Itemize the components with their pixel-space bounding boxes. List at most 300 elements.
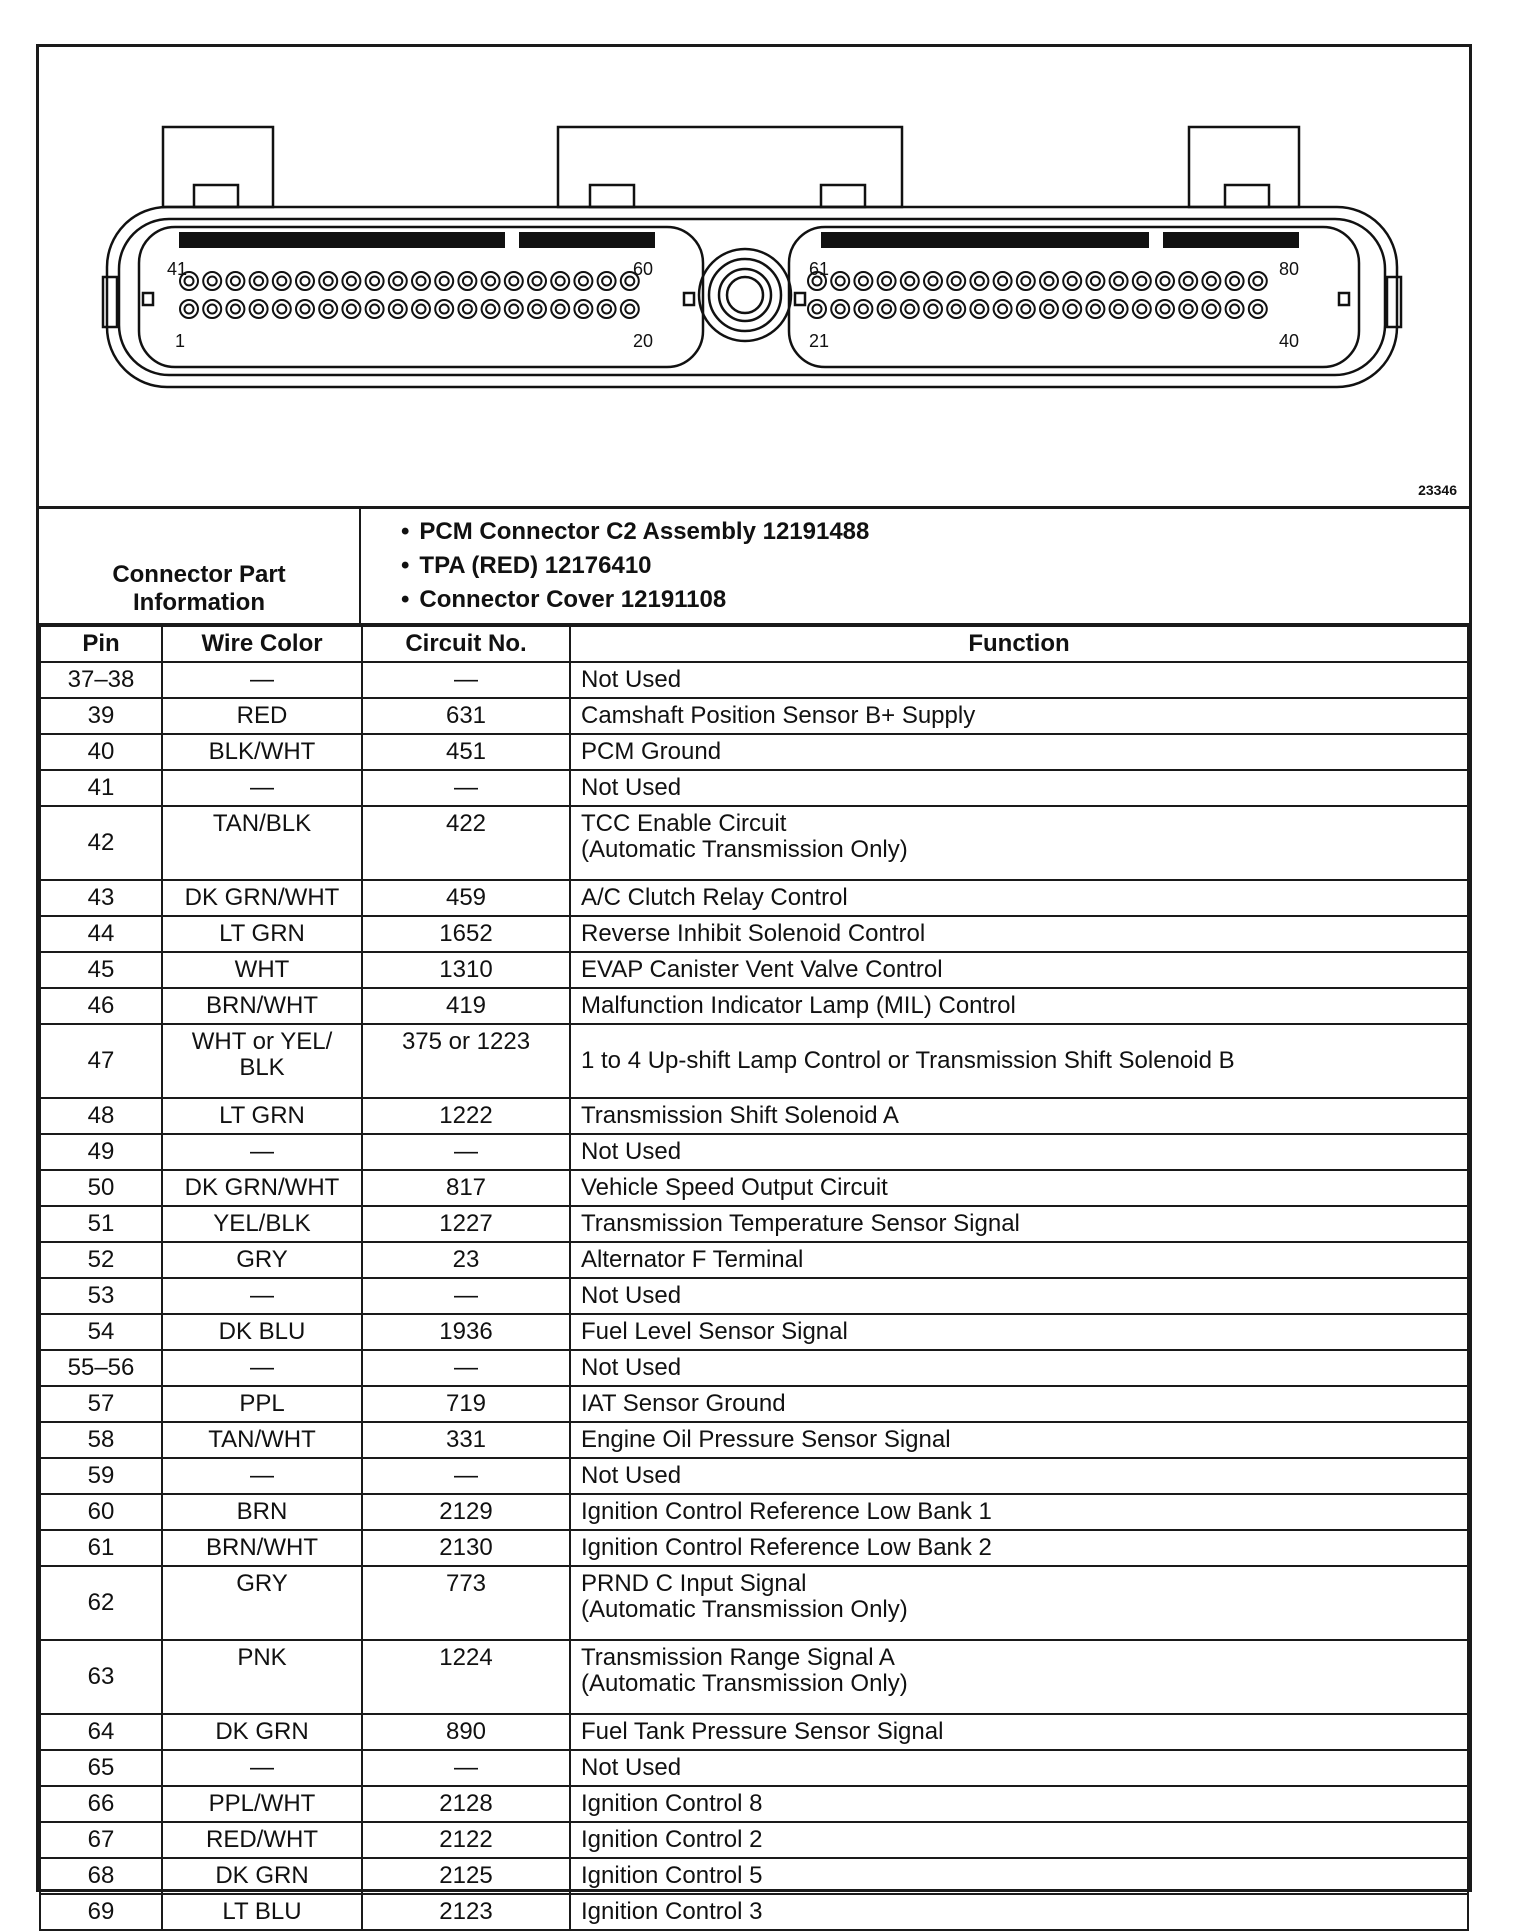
function-cell: Not Used (570, 1278, 1468, 1314)
circuit-cell: 817 (362, 1170, 570, 1206)
circuit-cell: 23 (362, 1242, 570, 1278)
connector-pin (1017, 300, 1035, 318)
document-sheet (36, 44, 1472, 1925)
circuit-cell: 1310 (362, 952, 570, 988)
connector-pin (342, 272, 360, 290)
connector-pin-center (393, 305, 402, 314)
function-cell: Transmission Shift Solenoid A (570, 1098, 1468, 1134)
circuit-cell: — (362, 1750, 570, 1786)
connector-pin-center (1161, 305, 1170, 314)
connector-pin-center (509, 305, 518, 314)
connector-pin (970, 272, 988, 290)
table-row (40, 1530, 1468, 1566)
function-cell: 1 to 4 Up-shift Lamp Control or Transmission Shift Solenoid B (570, 1024, 1468, 1098)
connector-pin (226, 300, 244, 318)
circuit-cell: 451 (362, 734, 570, 770)
connector-pin-center (440, 277, 449, 286)
connector-pin (1202, 272, 1220, 290)
connector-pin-center (254, 305, 263, 314)
connector-pin-center (324, 277, 333, 286)
table-row (40, 698, 1468, 734)
function-cell: Fuel Level Sensor Signal (570, 1314, 1468, 1350)
connector-pin (574, 300, 592, 318)
connector-pin (901, 272, 919, 290)
connector-pin (1040, 300, 1058, 318)
connector-pin-center (486, 305, 495, 314)
connector-diagram (39, 47, 1469, 507)
connector-part-information (39, 509, 1469, 625)
wire-color-cell: RED (162, 698, 362, 734)
connector-pin (435, 272, 453, 290)
pin-cell: 54 (40, 1314, 162, 1350)
connector-pin (947, 300, 965, 318)
connector-pin (551, 272, 569, 290)
function-cell: Fuel Tank Pressure Sensor Signal (570, 1714, 1468, 1750)
connector-pin-center (533, 277, 542, 286)
connector-pin (994, 272, 1012, 290)
function-cell: Not Used (570, 1750, 1468, 1786)
connector-pin-center (208, 305, 217, 314)
wire-color-cell: LT GRN (162, 916, 362, 952)
circuit-cell: 331 (362, 1422, 570, 1458)
circuit-cell: 2128 (362, 1786, 570, 1822)
table-row (40, 1822, 1468, 1858)
connector-pin-center (975, 277, 984, 286)
connector-pin-center (1253, 277, 1262, 286)
connector-pin-center (301, 277, 310, 286)
connector-pin (924, 272, 942, 290)
wire-color-cell: DK GRN (162, 1858, 362, 1894)
table-row (40, 1750, 1468, 1786)
circuit-cell: 631 (362, 698, 570, 734)
connector-pin-center (813, 305, 822, 314)
circuit-cell: 1222 (362, 1098, 570, 1134)
connector-pin (598, 272, 616, 290)
table-row (40, 916, 1468, 952)
connector-pin-center (486, 277, 495, 286)
connector-pin-center (1045, 277, 1054, 286)
connector-pin (574, 272, 592, 290)
connector-pin-center (929, 305, 938, 314)
wire-color-cell: — (162, 1134, 362, 1170)
wire-color-cell: GRY (162, 1242, 362, 1278)
circuit-cell: 1936 (362, 1314, 570, 1350)
pin-label-41: 41 (167, 259, 188, 279)
function-cell: Transmission Range Signal A (Automatic Transmission Only) (570, 1640, 1468, 1714)
connector-pin-center (1068, 277, 1077, 286)
connector-pin-center (463, 277, 472, 286)
connector-pin-center (185, 305, 194, 314)
connector-pin (1086, 272, 1104, 290)
pin-cell: 43 (40, 880, 162, 916)
connector-pin (1156, 300, 1174, 318)
function-cell: Alternator F Terminal (570, 1242, 1468, 1278)
wire-color-cell: DK GRN (162, 1714, 362, 1750)
wire-color-cell: BRN/WHT (162, 1530, 362, 1566)
connector-pin (831, 300, 849, 318)
function-cell: Malfunction Indicator Lamp (MIL) Control (570, 988, 1468, 1024)
connector-pin-center (509, 277, 518, 286)
table-row (40, 770, 1468, 806)
pin-cell: 55–56 (40, 1350, 162, 1386)
connector-pin (1086, 300, 1104, 318)
header-pin: Pin (40, 626, 162, 662)
table-row (40, 988, 1468, 1024)
connector-pin (458, 272, 476, 290)
part-item: • Connector Cover 12191108 (401, 583, 1469, 617)
connector-pin-center (1091, 305, 1100, 314)
connector-pin-center (301, 305, 310, 314)
info-label: Connector Part Information (39, 509, 361, 623)
connector-pin (296, 272, 314, 290)
connector-pin-center (1137, 305, 1146, 314)
pin-label-21: 21 (809, 331, 830, 351)
connector-pin (1249, 272, 1267, 290)
connector-pin-center (625, 305, 634, 314)
pin-label-20: 20 (633, 331, 654, 351)
connector-pin (528, 300, 546, 318)
circuit-cell: 422 (362, 806, 570, 880)
pin-cell: 66 (40, 1786, 162, 1822)
function-cell: Not Used (570, 1458, 1468, 1494)
pin-cell: 53 (40, 1278, 162, 1314)
connector-pin (551, 300, 569, 318)
table-row (40, 1566, 1468, 1640)
connector-pin-center (417, 305, 426, 314)
connector-pin-center (905, 305, 914, 314)
table-row (40, 1858, 1468, 1894)
connector-pin (1110, 300, 1128, 318)
connector-pin-center (602, 305, 611, 314)
pin-cell: 41 (40, 770, 162, 806)
pin-cell: 69 (40, 1894, 162, 1930)
function-cell: PCM Ground (570, 734, 1468, 770)
connector-pin-center (556, 277, 565, 286)
function-cell: Ignition Control 5 (570, 1858, 1468, 1894)
connector-pin (831, 272, 849, 290)
connector-pin-center (277, 305, 286, 314)
connector-pin (598, 300, 616, 318)
function-cell: Engine Oil Pressure Sensor Signal (570, 1422, 1468, 1458)
table-row (40, 662, 1468, 698)
header-function: Function (570, 626, 1468, 662)
pin-cell: 58 (40, 1422, 162, 1458)
connector-pin-center (208, 277, 217, 286)
table-row (40, 1278, 1468, 1314)
circuit-cell: 1652 (362, 916, 570, 952)
connector-pin-center (1114, 305, 1123, 314)
table-row (40, 1714, 1468, 1750)
connector-pin (621, 300, 639, 318)
circuit-cell: — (362, 662, 570, 698)
circuit-cell: 2122 (362, 1822, 570, 1858)
pin-cell: 50 (40, 1170, 162, 1206)
wire-color-cell: PNK (162, 1640, 362, 1714)
connector-pin (1226, 272, 1244, 290)
wire-color-cell: BRN (162, 1494, 362, 1530)
circuit-cell: 890 (362, 1714, 570, 1750)
pin-cell: 67 (40, 1822, 162, 1858)
connector-pin (1133, 300, 1151, 318)
wire-color-cell: TAN/WHT (162, 1422, 362, 1458)
table-row (40, 1640, 1468, 1714)
table-row (40, 1242, 1468, 1278)
circuit-cell: 2125 (362, 1858, 570, 1894)
circuit-cell: — (362, 1350, 570, 1386)
connector-pin (1017, 272, 1035, 290)
connector-pin-center (231, 277, 240, 286)
wire-color-cell: RED/WHT (162, 1822, 362, 1858)
function-cell: Not Used (570, 1350, 1468, 1386)
function-cell: Not Used (570, 662, 1468, 698)
table-row (40, 952, 1468, 988)
wire-color-cell: — (162, 1750, 362, 1786)
connector-pin-center (347, 305, 356, 314)
connector-pin (947, 272, 965, 290)
pin-cell: 49 (40, 1134, 162, 1170)
connector-pin-center (579, 277, 588, 286)
connector-pin (296, 300, 314, 318)
function-cell: PRND C Input Signal (Automatic Transmission Only) (570, 1566, 1468, 1640)
connector-pin (994, 300, 1012, 318)
table-row (40, 1098, 1468, 1134)
connector-pin-center (393, 277, 402, 286)
table-row (40, 806, 1468, 880)
pin-cell: 52 (40, 1242, 162, 1278)
connector-pin (458, 300, 476, 318)
wire-color-cell: — (162, 1458, 362, 1494)
connector-pin-center (929, 277, 938, 286)
connector-pin-center (859, 305, 868, 314)
pinout-table (39, 625, 1469, 1931)
connector-pin (1110, 272, 1128, 290)
part-list (361, 515, 1469, 617)
table-row (40, 1134, 1468, 1170)
connector-pin-center (905, 277, 914, 286)
circuit-cell: 459 (362, 880, 570, 916)
pin-cell: 51 (40, 1206, 162, 1242)
function-cell: Transmission Temperature Sensor Signal (570, 1206, 1468, 1242)
connector-pin (342, 300, 360, 318)
connector-pin (970, 300, 988, 318)
connector-pin (412, 300, 430, 318)
table-row (40, 880, 1468, 916)
function-cell: Ignition Control Reference Low Bank 2 (570, 1530, 1468, 1566)
pin-cell: 63 (40, 1640, 162, 1714)
table-row (40, 1206, 1468, 1242)
pin-cell: 60 (40, 1494, 162, 1530)
connector-pin (389, 300, 407, 318)
connector-pin-center (1184, 277, 1193, 286)
wire-color-cell: WHT or YEL/ BLK (162, 1024, 362, 1098)
connector-pin (273, 300, 291, 318)
connector-pin-center (370, 305, 379, 314)
header-circuit-no: Circuit No. (362, 626, 570, 662)
circuit-cell: — (362, 770, 570, 806)
function-cell: Camshaft Position Sensor B+ Supply (570, 698, 1468, 734)
function-cell: Ignition Control 8 (570, 1786, 1468, 1822)
connector-pin-center (533, 305, 542, 314)
connector-pin-center (324, 305, 333, 314)
circuit-cell: 2123 (362, 1894, 570, 1930)
connector-pin (1063, 300, 1081, 318)
table-row (40, 1494, 1468, 1530)
circuit-cell: 719 (362, 1386, 570, 1422)
function-cell: A/C Clutch Relay Control (570, 880, 1468, 916)
connector-pin-center (440, 305, 449, 314)
wire-color-cell: GRY (162, 1566, 362, 1640)
connector-pin (1179, 300, 1197, 318)
connector-pin (1179, 272, 1197, 290)
pin-cell: 59 (40, 1458, 162, 1494)
function-cell: Ignition Control 3 (570, 1894, 1468, 1930)
connector-figure (39, 47, 1469, 509)
pin-label-1: 1 (175, 331, 186, 351)
pin-cell: 68 (40, 1858, 162, 1894)
figure-number: 23346 (1418, 482, 1457, 498)
pin-cell: 44 (40, 916, 162, 952)
connector-pin-center (975, 305, 984, 314)
connector-pin (1040, 272, 1058, 290)
connector-pin (1156, 272, 1174, 290)
connector-pin (226, 272, 244, 290)
function-cell: Vehicle Speed Output Circuit (570, 1170, 1468, 1206)
table-row (40, 1458, 1468, 1494)
table-row (40, 1894, 1468, 1930)
circuit-cell: — (362, 1458, 570, 1494)
connector-pin (180, 300, 198, 318)
connector-pin-center (1184, 305, 1193, 314)
pin-cell: 37–38 (40, 662, 162, 698)
connector-pin-center (417, 277, 426, 286)
table-row (40, 1350, 1468, 1386)
wire-color-cell: — (162, 1350, 362, 1386)
circuit-cell: 2129 (362, 1494, 570, 1530)
connector-pin-center (1091, 277, 1100, 286)
connector-pin (203, 272, 221, 290)
connector-pin-center (602, 277, 611, 286)
table-row (40, 1314, 1468, 1350)
header-wire-color: Wire Color (162, 626, 362, 662)
wire-color-cell: TAN/BLK (162, 806, 362, 880)
table-row (40, 1386, 1468, 1422)
connector-pin-center (836, 305, 845, 314)
connector-pin-center (370, 277, 379, 286)
wire-color-cell: PPL/WHT (162, 1786, 362, 1822)
pin-label-61: 61 (809, 259, 830, 279)
connector-pin (1063, 272, 1081, 290)
table-row (40, 1422, 1468, 1458)
function-cell: Ignition Control Reference Low Bank 1 (570, 1494, 1468, 1530)
function-cell: IAT Sensor Ground (570, 1386, 1468, 1422)
wire-color-cell: — (162, 662, 362, 698)
connector-pin-center (1021, 305, 1030, 314)
connector-pin-center (347, 277, 356, 286)
pin-cell: 42 (40, 806, 162, 880)
circuit-cell: 1227 (362, 1206, 570, 1242)
function-cell: TCC Enable Circuit (Automatic Transmission Only) (570, 806, 1468, 880)
pin-cell: 46 (40, 988, 162, 1024)
part-item: • TPA (RED) 12176410 (401, 549, 1469, 583)
function-cell: Not Used (570, 1134, 1468, 1170)
circuit-cell: 773 (362, 1566, 570, 1640)
connector-pin (250, 300, 268, 318)
connector-pin-center (1207, 305, 1216, 314)
table-header (40, 626, 1468, 662)
connector-pin (924, 300, 942, 318)
pin-cell: 40 (40, 734, 162, 770)
table-row (40, 1170, 1468, 1206)
connector-pin (901, 300, 919, 318)
wire-color-cell: — (162, 1278, 362, 1314)
wire-color-cell: BLK/WHT (162, 734, 362, 770)
connector-pin (319, 300, 337, 318)
connector-pin-center (836, 277, 845, 286)
wire-color-cell: DK BLU (162, 1314, 362, 1350)
connector-pin-center (1230, 305, 1239, 314)
connector-pin-center (882, 277, 891, 286)
pin-cell: 61 (40, 1530, 162, 1566)
connector-pin-center (463, 305, 472, 314)
circuit-cell: 1224 (362, 1640, 570, 1714)
connector-pin (1226, 300, 1244, 318)
connector-pin (366, 272, 384, 290)
pin-label-40: 40 (1279, 331, 1300, 351)
connector-pin (319, 272, 337, 290)
connector-pin (412, 272, 430, 290)
pin-cell: 62 (40, 1566, 162, 1640)
connector-pin-center (998, 305, 1007, 314)
connector-pin-center (859, 277, 868, 286)
function-cell: Reverse Inhibit Solenoid Control (570, 916, 1468, 952)
connector-pin (878, 300, 896, 318)
connector-pin-center (1045, 305, 1054, 314)
connector-pin (808, 300, 826, 318)
connector-pin (482, 300, 500, 318)
wire-color-cell: YEL/BLK (162, 1206, 362, 1242)
connector-pin-center (556, 305, 565, 314)
connector-pin-center (882, 305, 891, 314)
connector-pin (389, 272, 407, 290)
wire-color-cell: PPL (162, 1386, 362, 1422)
connector-pin-center (1068, 305, 1077, 314)
connector-pin (250, 272, 268, 290)
wire-color-cell: DK GRN/WHT (162, 1170, 362, 1206)
wire-color-cell: LT GRN (162, 1098, 362, 1134)
connector-pin (854, 272, 872, 290)
function-cell: EVAP Canister Vent Valve Control (570, 952, 1468, 988)
connector-pin (854, 300, 872, 318)
function-cell: Not Used (570, 770, 1468, 806)
wire-color-cell: DK GRN/WHT (162, 880, 362, 916)
wire-color-cell: WHT (162, 952, 362, 988)
connector-pin-center (1207, 277, 1216, 286)
connector-pin (482, 272, 500, 290)
circuit-cell: 375 or 1223 (362, 1024, 570, 1098)
connector-pin (203, 300, 221, 318)
connector-pin-center (998, 277, 1007, 286)
connector-pin (1249, 300, 1267, 318)
connector-pin-center (277, 277, 286, 286)
table-row (40, 1786, 1468, 1822)
pin-cell: 45 (40, 952, 162, 988)
connector-pin (528, 272, 546, 290)
pin-label-60: 60 (633, 259, 654, 279)
circuit-cell: — (362, 1134, 570, 1170)
connector-pin (1202, 300, 1220, 318)
connector-pin-center (254, 277, 263, 286)
part-item: • PCM Connector C2 Assembly 12191488 (401, 515, 1469, 549)
